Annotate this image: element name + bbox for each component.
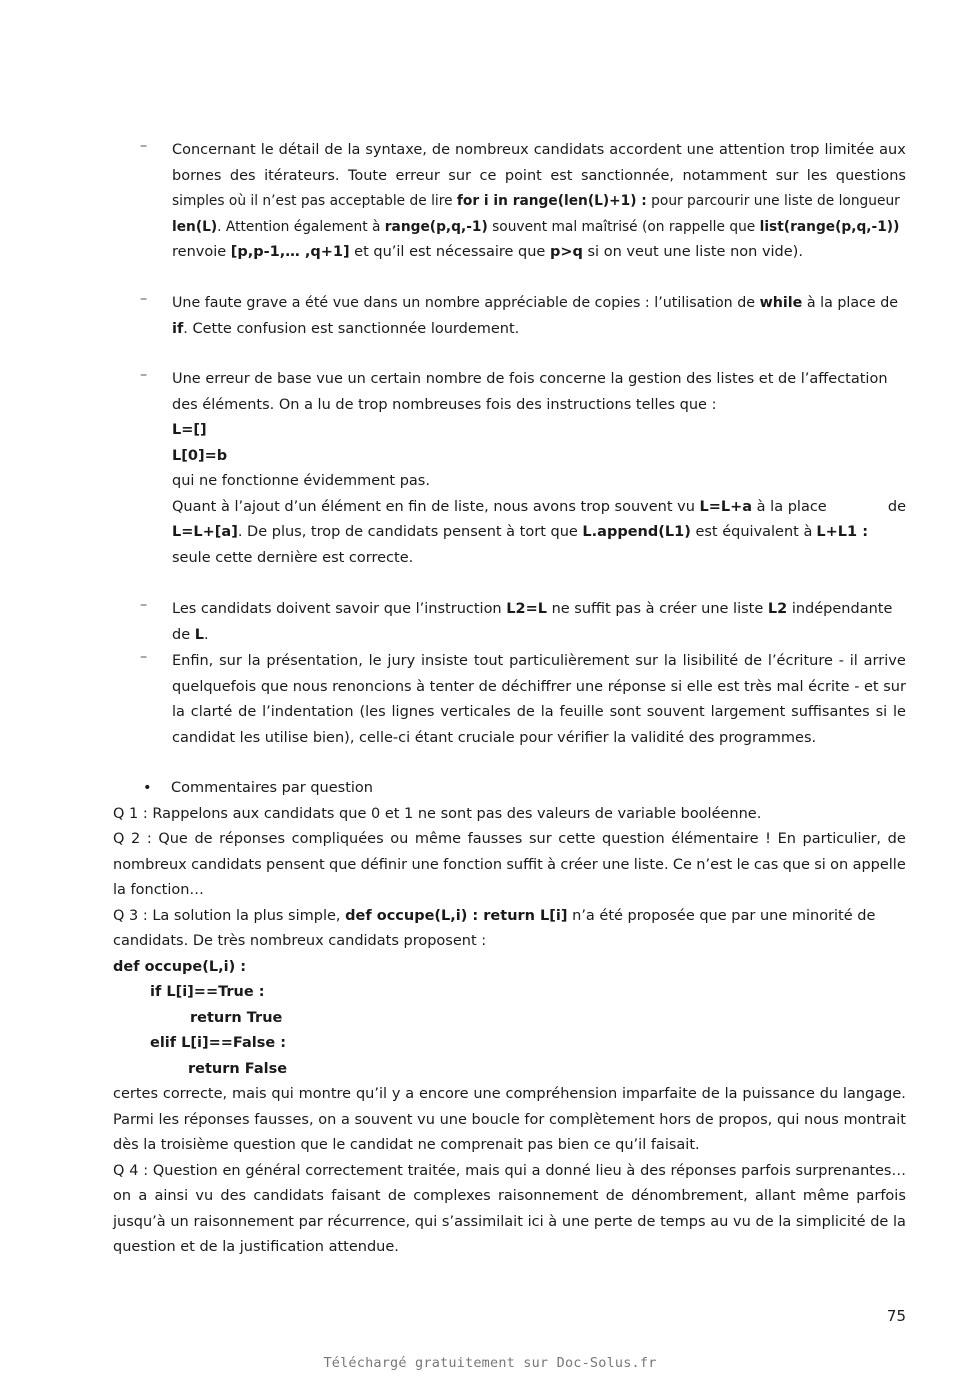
- remark-text: Enfin, sur la présentation, le jury insiste tout particulièrement sur la lisibilité de l’écriture - il arrive quelquefois que nous renoncions à tenter de déchiffrer une réponse si elle est très mal écrite - et sur la clarté de l’indentation (les lignes verticales de la feuille sont souvent largement suffisantes si le candidat les utilise bien), celle-ci étant cruciale pour vérifier la validité des programmes.: [172, 653, 906, 746]
- q2-comment: Q 2 : Que de réponses compliquées ou même fausses sur cette question élémentaire ! En particulier, de nombreux candidats pensent que définir une fonction suffit à créer une liste. Ce n’est le cas que si on appelle la fonction…: [113, 831, 906, 898]
- remark-while-if: [140, 291, 906, 342]
- remark-text: Concernant le détail de la syntaxe, de nombreux candidats accordent une attention trop limitée aux bornes des itérateurs. Toute erreur sur ce point est sanctionnée, notamment sur les questions simples où il n’est pas acceptable de lire for i in range(len(L)+1) : pour parcourir une liste de longueur len(L). Attention également à range(p,q,-1) souvent mal maîtrisé (on rappelle que list(range(p,q,-1)) renvoie [p,p-1,… ,q+1] et qu’il est nécessaire que p>q si on veut une liste non vide).: [172, 142, 906, 260]
- code-snippet: list(range(p,q,-1)): [759, 218, 900, 235]
- code-snippet: p>q: [549, 244, 583, 260]
- code-snippet: range(p,q,-1): [384, 218, 488, 235]
- remark-text: Les candidats doivent savoir que l’instruction L2=L ne suffit pas à créer une liste L2 indépendante de L.: [172, 601, 893, 643]
- code-snippet: [p,p-1,… ,q+1]: [230, 244, 350, 260]
- dash-marker: –: [140, 649, 148, 665]
- remark-syntax-bounds: [140, 138, 906, 266]
- dash-marker: –: [140, 367, 148, 383]
- code-snippet: L+L1 :: [816, 524, 868, 540]
- download-footer: Téléchargé gratuitement sur Doc-Solus.fr: [323, 1355, 657, 1371]
- dash-marker: –: [140, 291, 148, 307]
- code-snippet: L.append(L1): [582, 524, 691, 540]
- remark-presentation: [140, 649, 906, 751]
- code-snippet: L=L+a: [699, 498, 753, 515]
- remark-text: Une erreur de base vue un certain nombre de fois concerne la gestion des listes et de l’affectation des éléments. On a lu de trop nombreuses fois des instructions telles que : L=[] L[0]=b qui ne fonctionne évidemment pas. Quant à l’ajout d’un élément en fin de liste, nous avons trop souvent vu L=L+a à la place de L=L+[a]. De plus, trop de candidats pensent à tort que L.append(L1) est équivalent à L+L1 : seule cette dernière est correcte.: [172, 371, 906, 566]
- code-snippet: L2=L: [506, 601, 547, 617]
- code-snippet: while: [759, 295, 803, 311]
- comments-heading: • Commentaires par question: [113, 776, 906, 802]
- q1-comment: Q 1 : Rappelons aux candidats que 0 et 1 ne sont pas des valeurs de variable booléenne.: [113, 805, 762, 822]
- q3-comment: Q 3 : La solution la plus simple, def occupe(L,i) : return L[i] n’a été proposée que par une minorité de candidats. De très nombreux candidats proposent : def occupe(L,i) : if L[i]==True : return True elif L[i]==False : return False certes correcte, mais qui montre qu’il y a encore une compréhension imparfaite de la puissance du langage. Parmi les réponses fausses, on a souvent vu une boucle for complètement hors de propos, qui nous montrait dès la troisième question que le candidat ne comprenait pas bien ce qu’il faisait.: [113, 907, 906, 1153]
- page-number: 75: [886, 1307, 906, 1325]
- code-block: def occupe(L,i) : if L[i]==True : return True elif L[i]==False : return False: [113, 958, 288, 1077]
- remark-list-assignment: [140, 367, 906, 571]
- remark-list-copy: [140, 597, 906, 648]
- dash-marker: –: [140, 138, 148, 154]
- comments-section: [113, 776, 906, 1261]
- code-snippet: if: [172, 320, 184, 337]
- code-snippet: len(L): [172, 218, 218, 235]
- code-snippet: def occupe(L,i) : return L[i]: [345, 907, 568, 924]
- code-snippet: for i in range(len(L)+1) :: [456, 193, 647, 209]
- remark-text: Une faute grave a été vue dans un nombre appréciable de copies : l’utilisation de while à la place de if. Cette confusion est sanctionnée lourdement.: [172, 295, 899, 337]
- code-snippet: L[0]=b: [172, 447, 228, 464]
- code-snippet: L: [194, 626, 204, 643]
- dash-marker: –: [140, 597, 148, 613]
- code-snippet: L2: [767, 601, 788, 617]
- code-snippet: L=L+[a]: [172, 524, 238, 540]
- code-snippet: L=[]: [172, 422, 207, 438]
- bullet-marker: •: [143, 780, 152, 796]
- q4-comment: Q 4 : Question en général correctement traitée, mais qui a donné lieu à des réponses parfois surprenantes… on a ainsi vu des candidats faisant de complexes raisonnement de dénombrement, allant même parfois jusqu’à un raisonnement par récurrence, qui s’assimilait ici à une perte de temps au vu de la simplicité de la question et de la justification attendue.: [113, 1162, 906, 1255]
